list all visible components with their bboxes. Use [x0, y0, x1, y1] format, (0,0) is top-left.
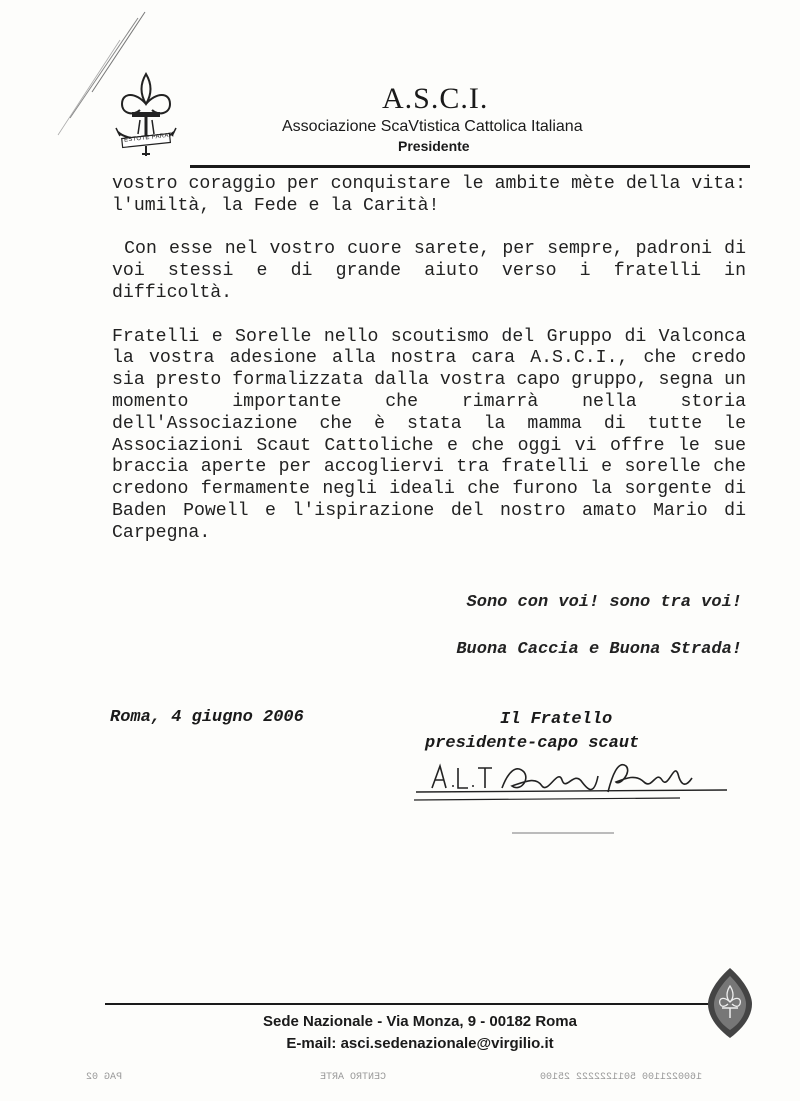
emblem-motto: ESTOTE PARATI [123, 132, 175, 144]
closing-line-1: Sono con voi! sono tra voi! [466, 593, 742, 612]
org-acronym: A.S.C.I. [382, 82, 489, 115]
signatory-title-1: Il Fratello [500, 710, 613, 729]
org-role: Presidente [398, 138, 470, 154]
body-paragraph-2: Con esse nel vostro cuore sarete, per sempre, padroni di voi stessi e di grande aiuto verso i fratelli in difficoltà. [112, 239, 757, 303]
footer-address: Sede Nazionale - Via Monza, 9 - 00182 Roma [262, 1013, 577, 1030]
signature-underline [512, 832, 614, 834]
letter-body [112, 174, 757, 566]
handwritten-signature [412, 752, 732, 804]
fax-bleed-right: 1600221100 5011222222 25100 [540, 1072, 703, 1083]
signatory-title-2: presidente-capo scaut [425, 734, 640, 753]
footer-divider [105, 1003, 715, 1005]
header-divider [190, 165, 750, 168]
org-name: Associazione ScaVtistica Cattolica Italiana [282, 118, 583, 135]
fax-bleed-left: PAG 02 [86, 1072, 123, 1083]
fleur-de-lis-emblem-icon [112, 70, 180, 162]
fax-bleed-middle: CENTRO ARTE [320, 1072, 387, 1083]
footer-email: E-mail: asci.sedenazionale@virgilio.it [286, 1035, 554, 1052]
closing-line-2: Buona Caccia e Buona Strada! [456, 640, 742, 659]
body-paragraph-3: Fratelli e Sorelle nello scoutismo del Gruppo di Valconca la vostra adesione alla nostra cara A.S.C.I., che credo sia presto formalizzata dalla vostra capo gruppo, segna un momento importante che rimarrà nella storia dell'Associazione che è stata la mamma di tutte le Associazioni Scaut Cattoliche e che oggi vi offre le sue braccia aperte per accogliervi tra fratelli e sorelle che credono fermamente negli ideali che furono la sorgente di Baden Powell e l'ispirazione del nostro amato Mario di Carpegna. [112, 326, 746, 543]
body-paragraph-1: vostro coraggio per conquistare le ambite mète della vita: l'umiltà, la Fede e la Carità! [112, 174, 746, 216]
place-date: Roma, 4 giugno 2006 [110, 708, 304, 727]
